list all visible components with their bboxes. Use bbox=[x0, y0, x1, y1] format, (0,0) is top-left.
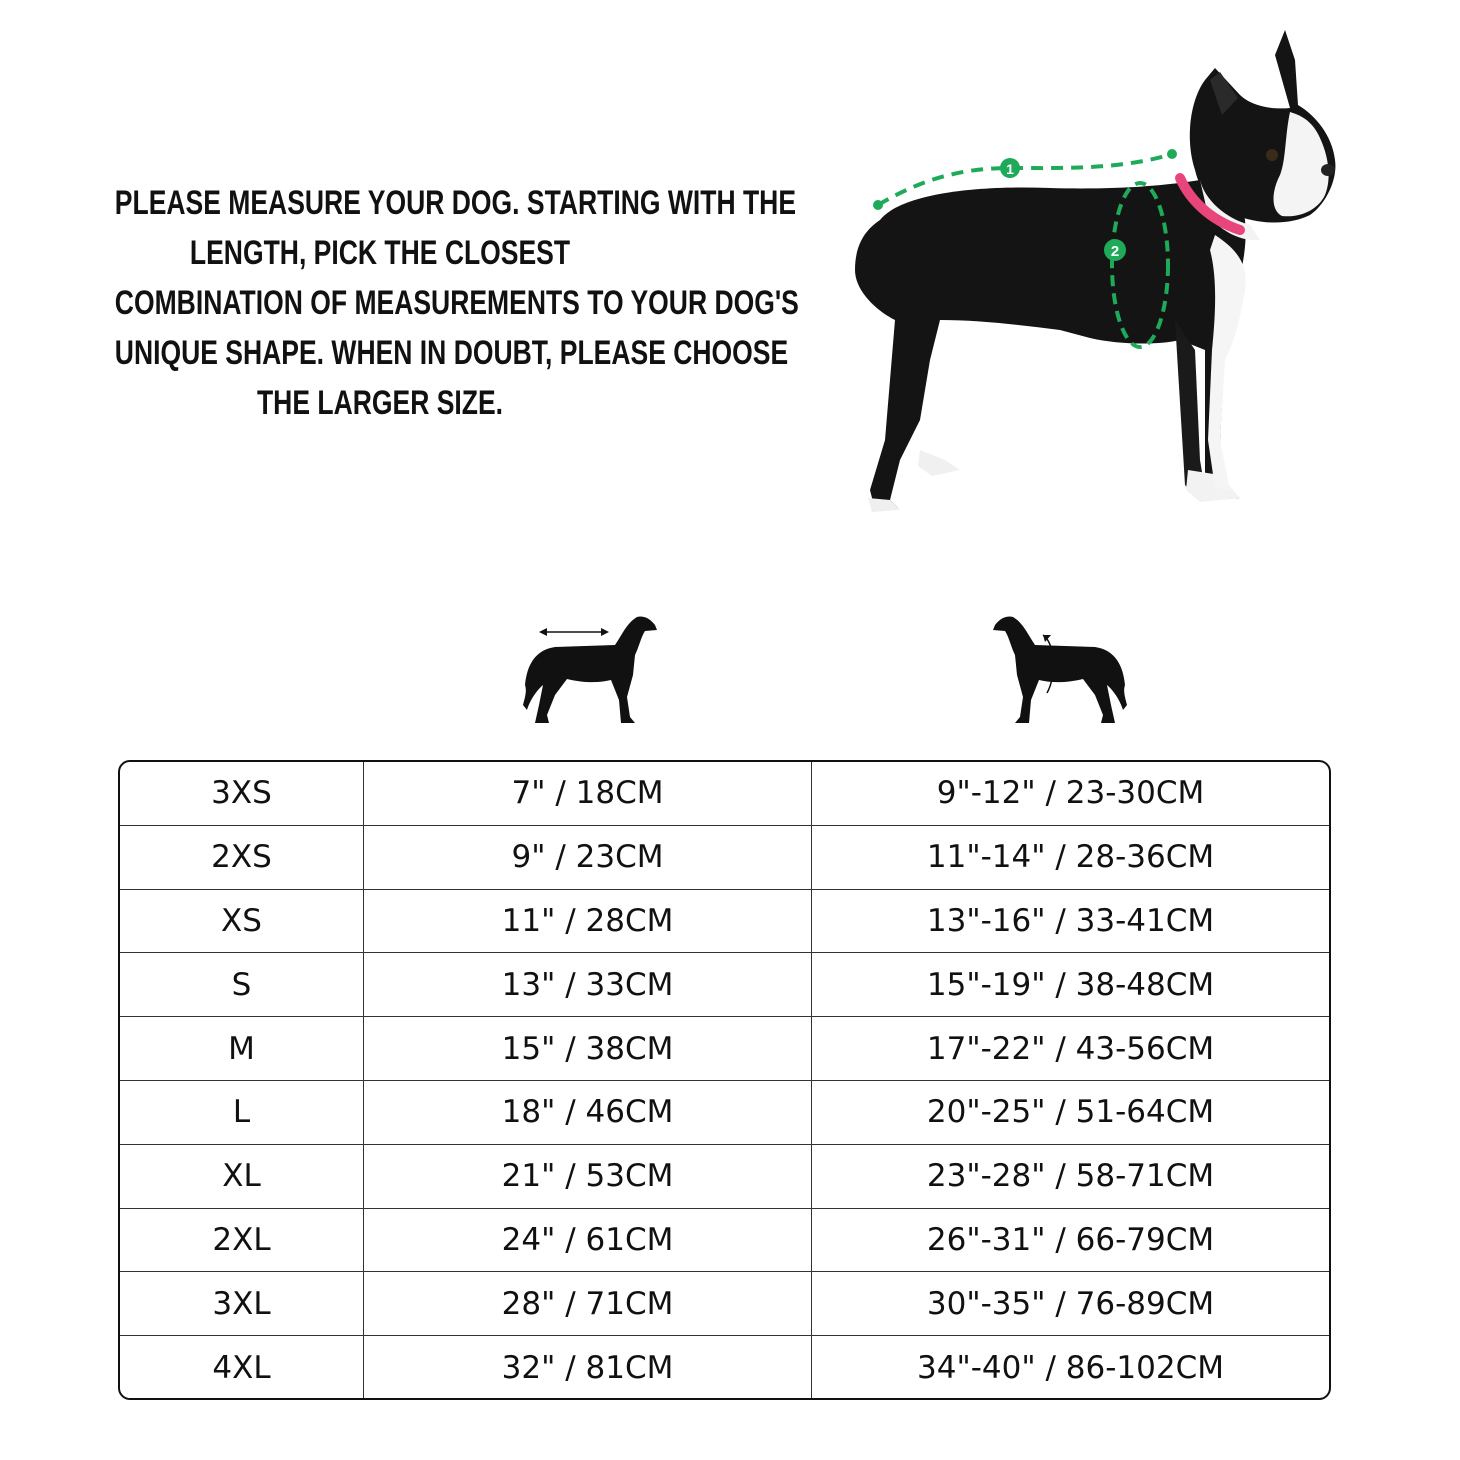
marker-1-label: 1 bbox=[1006, 161, 1014, 177]
table-row bbox=[120, 1336, 1329, 1400]
chest-cell: 13"-16" / 33-41CM bbox=[926, 902, 1215, 939]
chest-cell: 15"-19" / 38-48CM bbox=[926, 966, 1215, 1003]
length-cell: 21" / 53CM bbox=[364, 1145, 812, 1208]
table-row bbox=[120, 826, 1329, 890]
size-cell: XL bbox=[120, 1145, 364, 1208]
instruction-line: PLEASE MEASURE YOUR DOG. STARTING WITH THE bbox=[114, 184, 797, 222]
table-row bbox=[120, 1272, 1329, 1336]
size-cell: XS bbox=[120, 890, 364, 953]
chest-cell: 26"-31" / 66-79CM bbox=[926, 1221, 1215, 1258]
size-cell: 4XL bbox=[120, 1336, 364, 1400]
size-chart-table bbox=[118, 760, 1331, 1400]
chest-cell: 30"-35" / 76-89CM bbox=[926, 1285, 1215, 1322]
dog-back-paw-2 bbox=[868, 498, 900, 512]
chest-cell: 23"-28" / 58-71CM bbox=[926, 1158, 1215, 1195]
table-row bbox=[120, 953, 1329, 1017]
dog-nose bbox=[1321, 164, 1335, 176]
table-row bbox=[120, 1081, 1329, 1145]
length-cell: 11" / 28CM bbox=[364, 890, 812, 953]
measure-instructions bbox=[114, 178, 799, 428]
size-cell: 2XL bbox=[120, 1209, 364, 1272]
chest-cell: 9"-12" / 23-30CM bbox=[936, 775, 1205, 812]
size-cell: 3XS bbox=[120, 762, 364, 825]
chest-cell: 34"-40" / 86-102CM bbox=[917, 1350, 1224, 1387]
dog-eye bbox=[1266, 149, 1278, 161]
instruction-line: COMBINATION OF MEASUREMENTS TO YOUR DOG'S bbox=[114, 284, 799, 322]
chest-loop-arrow-head bbox=[1043, 635, 1051, 642]
chest-cell: 11"-14" / 28-36CM bbox=[926, 839, 1215, 876]
length-cell: 15" / 38CM bbox=[364, 1017, 812, 1080]
size-cell: 3XL bbox=[120, 1272, 364, 1335]
size-cell: 2XS bbox=[120, 826, 364, 889]
table-row bbox=[120, 762, 1329, 826]
chest-cell: 17"-22" / 43-56CM bbox=[926, 1030, 1215, 1067]
length-cell: 32" / 81CM bbox=[364, 1336, 812, 1400]
dog-back-paw bbox=[918, 450, 960, 476]
length-arrow-left-head bbox=[539, 628, 547, 636]
size-cell: L bbox=[120, 1081, 364, 1144]
length-end-dot bbox=[1167, 149, 1177, 159]
table-row bbox=[120, 1209, 1329, 1273]
instruction-line: THE LARGER SIZE. bbox=[256, 384, 504, 422]
dog-front-paw bbox=[1186, 470, 1240, 502]
length-cell: 24" / 61CM bbox=[364, 1209, 812, 1272]
instruction-line: LENGTH, PICK THE CLOSEST bbox=[189, 234, 571, 272]
length-start-dot bbox=[873, 200, 883, 210]
size-cell: M bbox=[120, 1017, 364, 1080]
dog-chest-girth-icon bbox=[985, 605, 1135, 730]
table-row bbox=[120, 890, 1329, 954]
table-row bbox=[120, 1145, 1329, 1209]
length-cell: 9" / 23CM bbox=[364, 826, 812, 889]
dog-silhouette bbox=[993, 617, 1127, 723]
length-cell: 7" / 18CM bbox=[364, 762, 812, 825]
size-cell: S bbox=[120, 953, 364, 1016]
length-arrow-right-head bbox=[601, 628, 609, 636]
dog-measurement-photo bbox=[820, 20, 1360, 530]
table-row bbox=[120, 1017, 1329, 1081]
length-cell: 28" / 71CM bbox=[364, 1272, 812, 1335]
length-cell: 13" / 33CM bbox=[364, 953, 812, 1016]
marker-2-label: 2 bbox=[1110, 243, 1120, 260]
dog-back-length-icon bbox=[515, 605, 665, 730]
instruction-line: UNIQUE SHAPE. WHEN IN DOUBT, PLEASE CHOOSE bbox=[114, 334, 789, 372]
length-cell: 18" / 46CM bbox=[364, 1081, 812, 1144]
chest-cell: 20"-25" / 51-64CM bbox=[926, 1094, 1215, 1131]
